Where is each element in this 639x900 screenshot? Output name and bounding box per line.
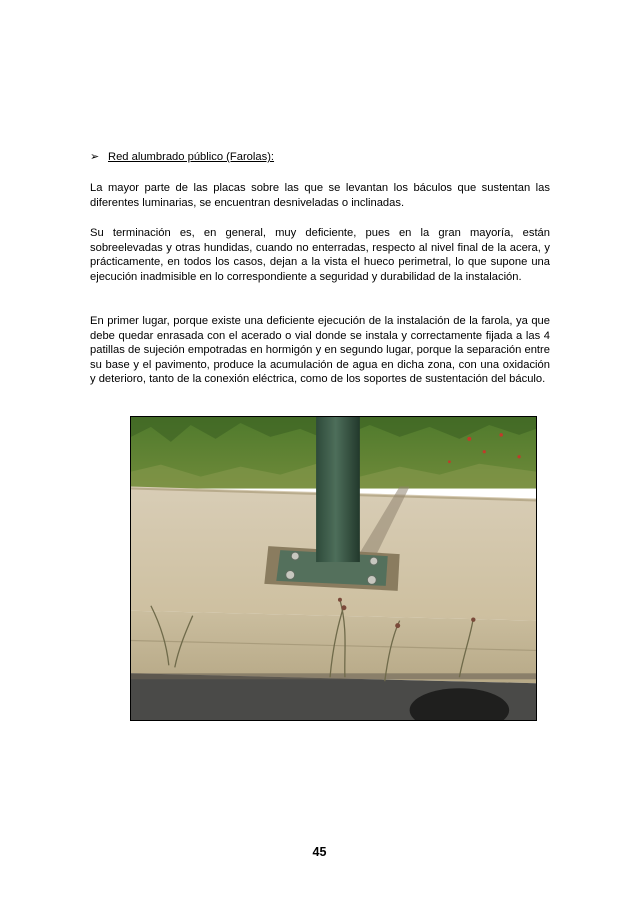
paragraph-3: En primer lugar, porque existe una deficiente ejecución de la instalación de la farola, ya que debe quedar enrasada con el acerado o vial donde se instala y correctamente fijada a las 4 patillas de sujeción empotradas en hormigón y en segundo lugar, porque la separación entre su base y el pavimento, produce la acumulación de agua en dicha zona, con una oxidación y deterioro, tanto de la conexión eléctrica, como de los soportes de sustentación del báculo. [90, 315, 550, 386]
arrow-bullet-icon: ➢ [90, 151, 100, 163]
photo-illustration [131, 417, 536, 720]
lamp-pole [316, 417, 360, 562]
paragraph-2: Su terminación es, en general, muy deficiente, pues en la gran mayoría, están sobreelevadas y otras hundidas, cuando no enterradas, respecto al nivel final de la acera, y prácticamente, en todos los casos, dejan a la vista el hueco perimetral, lo que supone una ejecución inadmisible en lo correspondiente a seguridad y durabilidad de la instalación. [90, 227, 550, 283]
section-heading [90, 150, 550, 164]
streetlight-base-photo [130, 416, 537, 721]
section-title: Red alumbrado público (Farolas): [108, 151, 275, 163]
page-number: 45 [312, 845, 327, 859]
paragraph-1: La mayor parte de las placas sobre las que se levantan los báculos que sustentan las diferentes luminarias, se encuentran desniveladas o inclinadas. [90, 182, 550, 209]
